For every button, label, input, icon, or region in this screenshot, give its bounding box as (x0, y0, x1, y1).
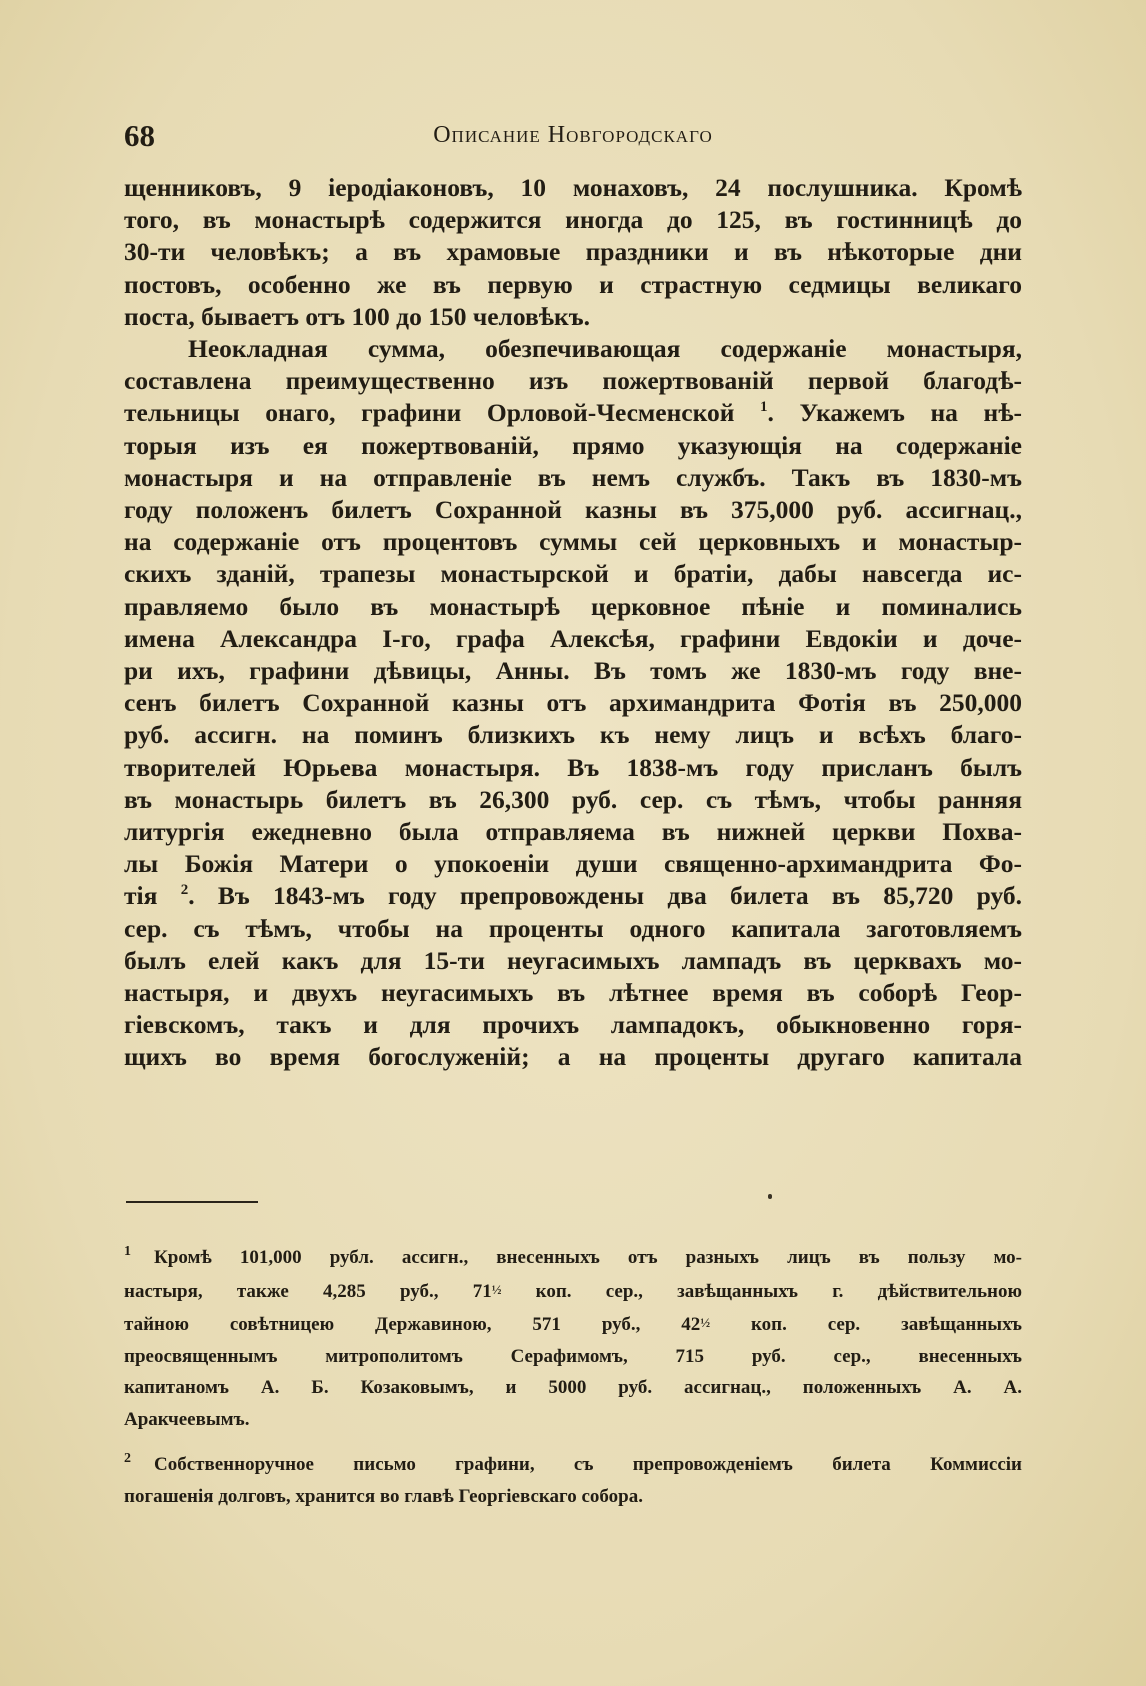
text-line: руб. ассигн. на поминъ близкихъ къ нему лицъ и всѣхъ благо- (124, 720, 1022, 750)
ink-speck (768, 1194, 772, 1199)
footnote-line: Собственноручное письмо графини, съ препровожденіемъ билета Коммиссіи (154, 1454, 1022, 1475)
text-line: монастыря и на отправленіе въ немъ службъ. Такъ въ 1830-мъ (124, 462, 1022, 492)
footnote-line: Аракчеевымъ. (124, 1408, 250, 1430)
footnote-mark: 2 (124, 1451, 131, 1466)
text-line: былъ елей какъ для 15-ти неугасимыхъ лампадъ въ церквахъ мо- (124, 945, 1022, 975)
text-line: скихъ зданій, трапезы монастырской и братіи, дабы навсегда ис- (124, 559, 1022, 589)
text-line: составлена преимущественно изъ пожертвованій первой благодѣ- (124, 366, 1022, 396)
text-line: въ монастырь билетъ въ 26,300 руб. сер. съ тѣмъ, чтобы ранняя (124, 784, 1022, 814)
footnote-line: преосвященнымъ митрополитомъ Серафимомъ, 715 руб. сер., внесенныхъ (124, 1345, 1022, 1367)
text-line: постовъ, особенно же въ первую и страстную седмицы великаго (124, 269, 1022, 299)
text-line: лы Божія Матери о упокоеніи души священно-архимандрита Фо- (124, 849, 1022, 879)
page-header (124, 118, 1022, 158)
text-segment: коп. сер. завѣщанныхъ (710, 1314, 1022, 1335)
text-segment: тія (124, 881, 181, 911)
text-line: щихъ во время богослуженій; а на проценты другаго капитала (124, 1042, 1022, 1072)
text-segment: . Въ 1843-мъ году препровождены два билета въ 85,720 руб. (188, 881, 1022, 911)
footnote-divider (126, 1201, 258, 1203)
text-line: торыя изъ ея пожертвованій, прямо указующія на содержаніе (124, 430, 1022, 460)
text-line: сер. съ тѣмъ, чтобы на проценты одного капитала заготовляемъ (124, 913, 1022, 943)
text-line: литургія ежедневно была отправляема въ нижней церкви Похва- (124, 817, 1022, 847)
footnote-line: Кромѣ 101,000 рубл. ассигн., внесенныхъ отъ разныхъ лицъ въ пользу мо- (154, 1247, 1022, 1268)
footnote-line (124, 1307, 1022, 1341)
footnotes (124, 1242, 1022, 1526)
footnote-line: капитаномъ А. Б. Козаковымъ, и 5000 руб. ассигнац., положенныхъ А. А. (124, 1377, 1022, 1398)
text-line: ри ихъ, графини дѣвицы, Анны. Въ томъ же 1830-мъ году вне- (124, 656, 1022, 686)
text-line: Неокладная сумма, обезпечивающая содержаніе монастыря, (188, 334, 1022, 364)
text-line: поста, бываетъ отъ 100 до 150 человѣкъ. (124, 301, 590, 331)
fraction: ½ (700, 1315, 711, 1330)
footnote-ref-1[interactable]: 1 (760, 399, 768, 416)
running-title: Описание Новгородскаго (433, 122, 713, 148)
footnote-1 (124, 1242, 1022, 1435)
text-segment: тельницы онаго, графини Орловой-Чесменской (124, 398, 761, 428)
text-line (124, 397, 1022, 429)
text-line: 30-ти человѣкъ; а въ храмовые праздники и въ нѣкоторые дни (124, 237, 1022, 267)
text-line: правляемо было въ монастырѣ церковное пѣніе и поминались (124, 591, 1022, 621)
footnote-mark: 1 (124, 1244, 131, 1259)
fraction: ½ (491, 1281, 502, 1297)
text-segment: настыря, также 4,285 руб., 71 (124, 1280, 492, 1302)
text-line: щенниковъ, 9 іеродіаконовъ, 10 монаховъ, 24 послушника. Кромѣ (124, 173, 1022, 202)
text-line: году положенъ билетъ Сохранной казны въ 375,000 руб. ассигнац., (124, 495, 1022, 525)
text-line: настыря, и двухъ неугасимыхъ въ лѣтнее время въ соборѣ Геор- (124, 978, 1022, 1008)
text-line (124, 880, 1022, 912)
footnote-line: погашенія долговъ, хранится во главѣ Георгіевскаго собора. (124, 1485, 643, 1507)
text-line: гіевскомъ, такъ и для прочихъ лампадокъ, обыкновенно горя- (124, 1010, 1022, 1040)
text-segment: тайною совѣтницею Державиною, 571 руб., 42 (124, 1314, 701, 1335)
footnote-line (124, 1274, 1022, 1308)
text-segment: коп. сер., завѣщанныхъ г. дѣйствительною (501, 1280, 1022, 1302)
text-line: творителей Юрьева монастыря. Въ 1838-мъ году присланъ былъ (124, 752, 1022, 782)
text-segment: . Укажемъ на нѣ- (767, 398, 1023, 428)
page-number: 68 (124, 118, 155, 153)
footnote-ref-2[interactable]: 2 (180, 882, 189, 899)
main-text (124, 172, 1022, 1074)
text-line: того, въ монастырѣ содержится иногда до 125, въ гостинницѣ до (124, 205, 1022, 235)
text-line: имена Александра I-го, графа Алексѣя, графини Евдокіи и доче- (124, 623, 1022, 653)
text-line: сенъ билетъ Сохранной казны отъ архимандрита Фотія въ 250,000 (124, 688, 1022, 718)
text-line: на содержаніе отъ процентовъ суммы сей церковныхъ и монастыр- (124, 527, 1022, 557)
footnote-2 (124, 1449, 1022, 1512)
